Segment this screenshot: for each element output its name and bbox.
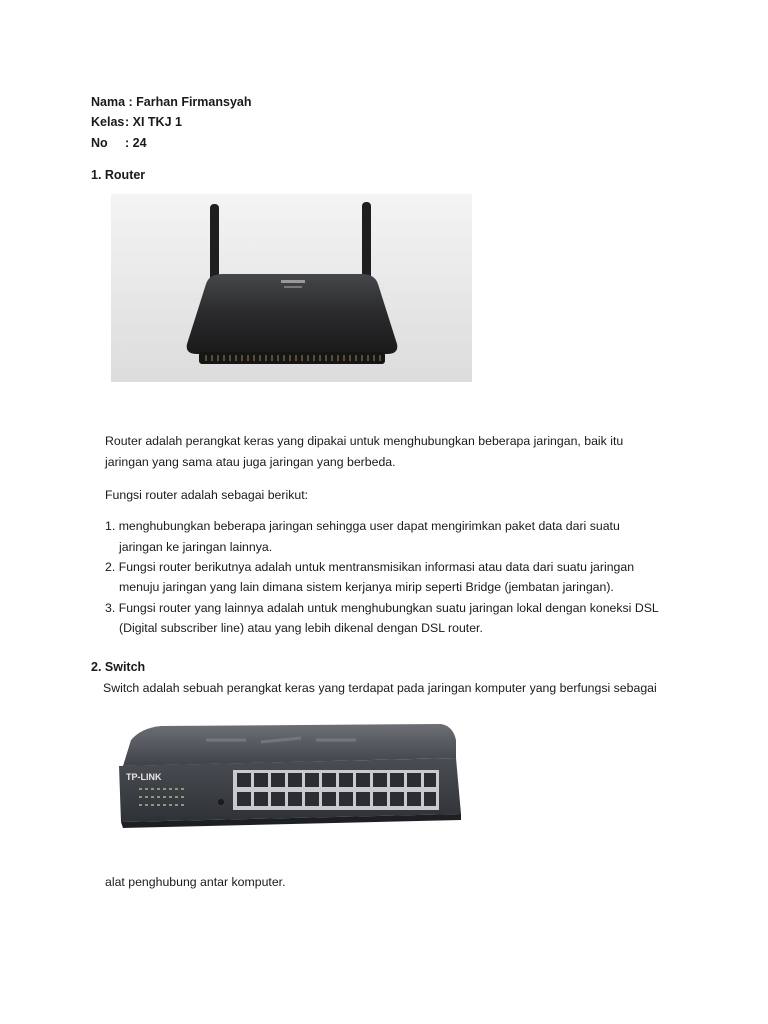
no-value: 24: [132, 136, 147, 150]
separator: :: [125, 136, 133, 150]
list-item: [105, 559, 634, 575]
router-photo: [111, 194, 472, 382]
router-desc-line-2: jaringan yang sama atau juga jaringan yang berbeda.: [105, 455, 396, 469]
kelas-label: Kelas: [91, 115, 125, 129]
nama-value: Farhan Firmansyah: [136, 95, 252, 109]
class-line: [91, 114, 182, 130]
list-text: Fungsi router yang lainnya adalah untuk menghubungkan suatu jaringan lokal dengan koneksi DSL: [118, 601, 659, 615]
list-item: [105, 518, 620, 534]
switch-photo: [111, 710, 466, 846]
switch-desc-line-1: Switch adalah sebuah perangkat keras yang terdapat pada jaringan komputer yang berfungsi sebagai: [103, 681, 657, 695]
switch-brand: TP-LINK: [126, 772, 162, 782]
list-item-continuation: jaringan ke jaringan lainnya.: [119, 540, 273, 554]
router-heading: 1. Router: [91, 168, 146, 182]
router-desc-line-1: Router adalah perangkat keras yang dipakai untuk menghubungkan beberapa jaringan, baik itu: [105, 434, 624, 448]
list-text: menghubungkan beberapa jaringan sehingga user dapat mengirimkan paket data dari suatu: [118, 519, 620, 533]
name-line: [91, 94, 252, 110]
list-text: Fungsi router berikutnya adalah untuk mentransmisikan informasi atau data dari suatu jaringan: [118, 560, 635, 574]
list-item-continuation: menuju jaringan yang lain dimana sistem kerjanya mirip seperti Bridge (jembatan jaringan).: [119, 580, 614, 594]
switch-heading: 2. Switch: [91, 660, 146, 674]
kelas-value: XI TKJ 1: [132, 115, 182, 129]
switch-desc-line-2: alat penghubung antar komputer.: [105, 875, 286, 889]
router-fungsi-intro: Fungsi router adalah sebagai berikut:: [105, 488, 309, 502]
nama-label: Nama: [91, 95, 126, 109]
separator: :: [125, 115, 133, 129]
list-item-continuation: (Digital subscriber line) atau yang lebih dikenal dengan DSL router.: [119, 621, 483, 635]
no-label: No: [91, 136, 108, 150]
list-number: 3.: [105, 601, 116, 615]
number-line: [91, 135, 147, 151]
separator: :: [128, 95, 137, 109]
list-number: 2.: [105, 560, 116, 574]
list-number: 1.: [105, 519, 116, 533]
list-item: [105, 600, 659, 616]
